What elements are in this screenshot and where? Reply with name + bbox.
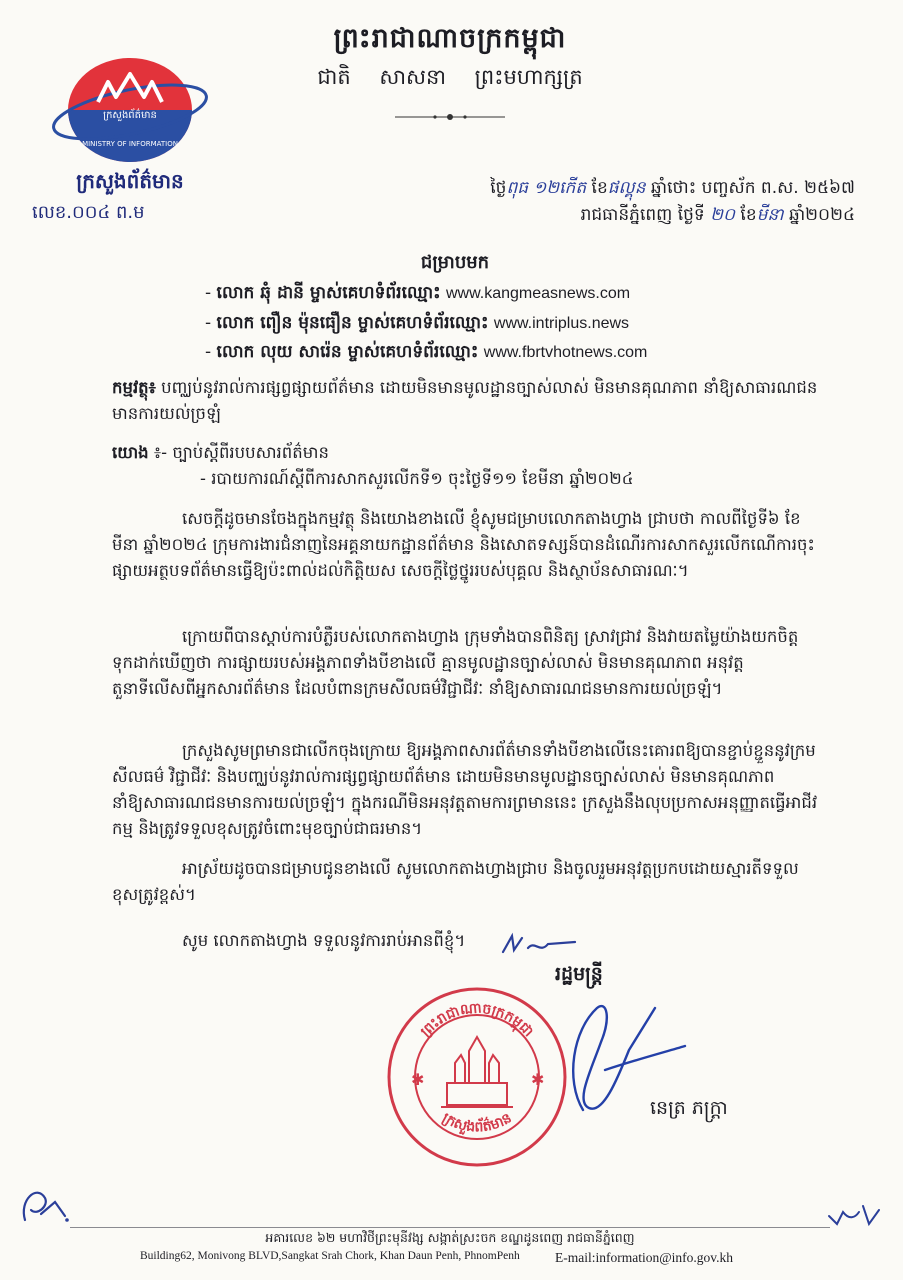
reference-number: លេខ.០០៤ ព.ម bbox=[32, 202, 145, 223]
lunar-month-handwritten: ផល្គុន bbox=[607, 178, 646, 198]
signatory-name: នេត្រ ភក្ត្រា bbox=[650, 1097, 728, 1119]
closing-line: សូម លោកតាងហ្វាង ទទួលនូវការរាប់អានពីខ្ញុំ។ bbox=[182, 931, 466, 950]
lunar-date: ថ្ងៃពុធ ១២កើត ខែផល្គុន ឆ្នាំថោះ បញ្ចស័ក ព.ស. ២៥៦៧ bbox=[490, 178, 855, 198]
recipient-url: www.fbrtvhotnews.com bbox=[483, 344, 648, 361]
reference-block bbox=[112, 440, 822, 466]
recipient-url: www.kangmeasnews.com bbox=[445, 285, 631, 302]
reference-item: ៖- ច្បាប់ស្តីពីរបបសារព័ត៌មាន bbox=[153, 443, 329, 462]
left-margin-initials bbox=[15, 1180, 75, 1235]
body-paragraph-4: អាស្រ័យដូចបានជម្រាបជូនខាងលើ សូមលោកតាងហ្វាងជ្រាប និងចូលរួមអនុវត្តប្រកបដោយស្មារតីទទួលខុសត្រូវខ្ពស់។ bbox=[112, 859, 799, 904]
ministry-logo bbox=[50, 52, 210, 164]
svg-text:ព្រះរាជាណាចក្រកម្ពុជា bbox=[418, 1000, 537, 1040]
right-margin-initials bbox=[825, 1198, 885, 1233]
recipient-item: - លោក ពឿន ម៉ុនធឿន ម្ចាស់គេហទំព័រឈ្មោះ www.intriplus.news bbox=[205, 313, 630, 333]
national-motto: ជាតិ សាសនា ព្រះមហាក្សត្រ bbox=[317, 65, 583, 89]
logo-ring-text: MINISTRY OF INFORMATION bbox=[82, 140, 178, 148]
solar-day-handwritten: ២០ bbox=[710, 205, 736, 225]
recipient-url: www.intriplus.news bbox=[493, 315, 630, 332]
subject-label: កម្មវត្ថុ៖ bbox=[112, 378, 156, 397]
solar-date: រាជធានីភ្នំពេញ ថ្ងៃទី ២០ ខែមីនា ឆ្នាំ២០២៤ bbox=[580, 205, 855, 225]
seal-bottom-text: ក្រសួងព័ត៌មាន bbox=[439, 1110, 515, 1136]
recipient-item: - លោក ឆុំ ដានី ម្ចាស់គេហទំព័រឈ្មោះ www.kangmeasnews.com bbox=[205, 283, 631, 303]
lunar-day-handwritten: ពុធ ១២កើត bbox=[506, 178, 587, 198]
logo-khmer-text: ក្រសួងព័ត៌មាន bbox=[103, 110, 157, 121]
official-seal bbox=[385, 985, 570, 1170]
handwritten-initials bbox=[500, 930, 580, 960]
recipients-title: ជម្រាបមក bbox=[420, 252, 490, 273]
footer-address-english: Building62, Monivong BLVD,Sangkat Srah Chork, Khan Daun Penh, PhnomPenh bbox=[140, 1250, 520, 1262]
seal-top-text: ព្រះរាជាណាចក្រកម្ពុជា bbox=[417, 1000, 537, 1041]
subject-line bbox=[112, 375, 822, 427]
svg-text:✱: ✱ bbox=[411, 1070, 425, 1089]
solar-month-handwritten: មីនា bbox=[756, 205, 784, 225]
body-paragraph-1: សេចក្តីដូចមានចែងក្នុងកម្មវត្ថុ និងយោងខាងលើ ខ្ញុំសូមជម្រាបលោកតាងហ្វាង ជ្រាបថា កាលពីថ្ងៃទី៦ ខែមីនា ឆ្នាំ២០២៤ ក្រុមការងារជំនាញនៃអគ្គនាយកដ្ឋានព័ត៌មាន និងសោតទស្សន៍បានដំណើរការសាកសួរលើកណើការចុះផ្សាយអត្ថបទព័ត៌មានធ្វើឱ្យប៉ះពាល់ដល់កិត្តិយស សេចក្តីថ្លៃថ្នូររបស់បុគ្គល និងស្ថាប័នសាធារណៈ។ bbox=[112, 509, 815, 580]
footer-address-khmer: អគារលេខ ៦២ មហាវិថីព្រះមុនីវង្ស សង្កាត់ស្រះចក ខណ្ឌដូនពេញ រាជធានីភ្នំពេញ bbox=[265, 1230, 635, 1245]
footer-email: E-mail:information@info.gov.kh bbox=[555, 1250, 734, 1265]
svg-text:✱: ✱ bbox=[531, 1070, 545, 1089]
footer-divider bbox=[70, 1227, 830, 1228]
body-paragraph-2: ក្រោយពីបានស្តាប់ការបំភ្លឺរបស់លោកតាងហ្វាង ក្រុមទាំងបានពិនិត្យ ស្រាវជ្រាវ និងវាយតម្លៃយ៉ាងយកចិត្តទុកដាក់ឃើញថា ការផ្សាយរបស់អង្គភាពទាំងបីខាងលើ គ្មានមូលដ្ឋានច្បាស់លាស់ មិនមានគុណភាព អនុវត្តតួនាទីលើសពីអ្នកសារព័ត៌មាន ដែលបំពានក្រមសីលធម៌វិជ្ជាជីវៈ នាំឱ្យសាធារណជនមានការយល់ច្រឡំ។ bbox=[112, 627, 799, 698]
ornament-divider bbox=[395, 110, 505, 124]
reference-label: យោង bbox=[112, 443, 149, 462]
body-paragraph-3: ក្រសួងសូមព្រមានជាលើកចុងក្រោយ ឱ្យអង្គភាពសារព័ត៌មានទាំងបីខាងលើនេះគោរពឱ្យបានខ្ជាប់ខ្ជួននូវក្រមសីលធម៌ វិជ្ជាជីវៈ និងបញ្ឈប់នូវរាល់ការផ្សព្វផ្សាយព័ត៌មាន ដោយមិនមានមូលដ្ឋានច្បាស់លាស់ មិនមានគុណភាព នាំឱ្យសាធារណជនមានការយល់ច្រឡំ។ ក្នុងករណីមិនអនុវត្តតាមការព្រមាននេះ ក្រសួងនឹងលុបប្រកាសអនុញ្ញាតធ្វើអាជីវកម្ម និងត្រូវទទួលខុសត្រូវចំពោះមុខច្បាប់ជាធរមាន។ bbox=[112, 741, 818, 838]
reference-item: - របាយការណ៍ស្តីពីការសាកសួរលើកទី១ ចុះថ្ងៃទី១១ ខែមីនា ឆ្នាំ២០២៤ bbox=[200, 469, 634, 488]
kingdom-title: ព្រះរាជាណាចក្រកម្ពុជា bbox=[333, 23, 567, 54]
svg-text:ក្រសួងព័ត៌មាន bbox=[439, 1110, 514, 1135]
subject-text: បញ្ឈប់នូវរាល់ការផ្សព្វផ្សាយព័ត៌មាន ដោយមិនមានមូលដ្ឋានច្បាស់លាស់ មិនមានគុណភាព នាំឱ្យសាធារណជនមានការយល់ច្រឡំ bbox=[112, 378, 818, 423]
angkor-temple-emblem bbox=[441, 1037, 513, 1107]
recipient-item: - លោក លុយ សារ៉េន ម្ចាស់គេហទំព័រឈ្មោះ www.fbrtvhotnews.com bbox=[205, 342, 648, 362]
ministry-name: ក្រសួងព័ត៌មាន bbox=[76, 169, 184, 193]
signatory-title: រដ្ឋមន្ត្រី bbox=[555, 963, 603, 985]
